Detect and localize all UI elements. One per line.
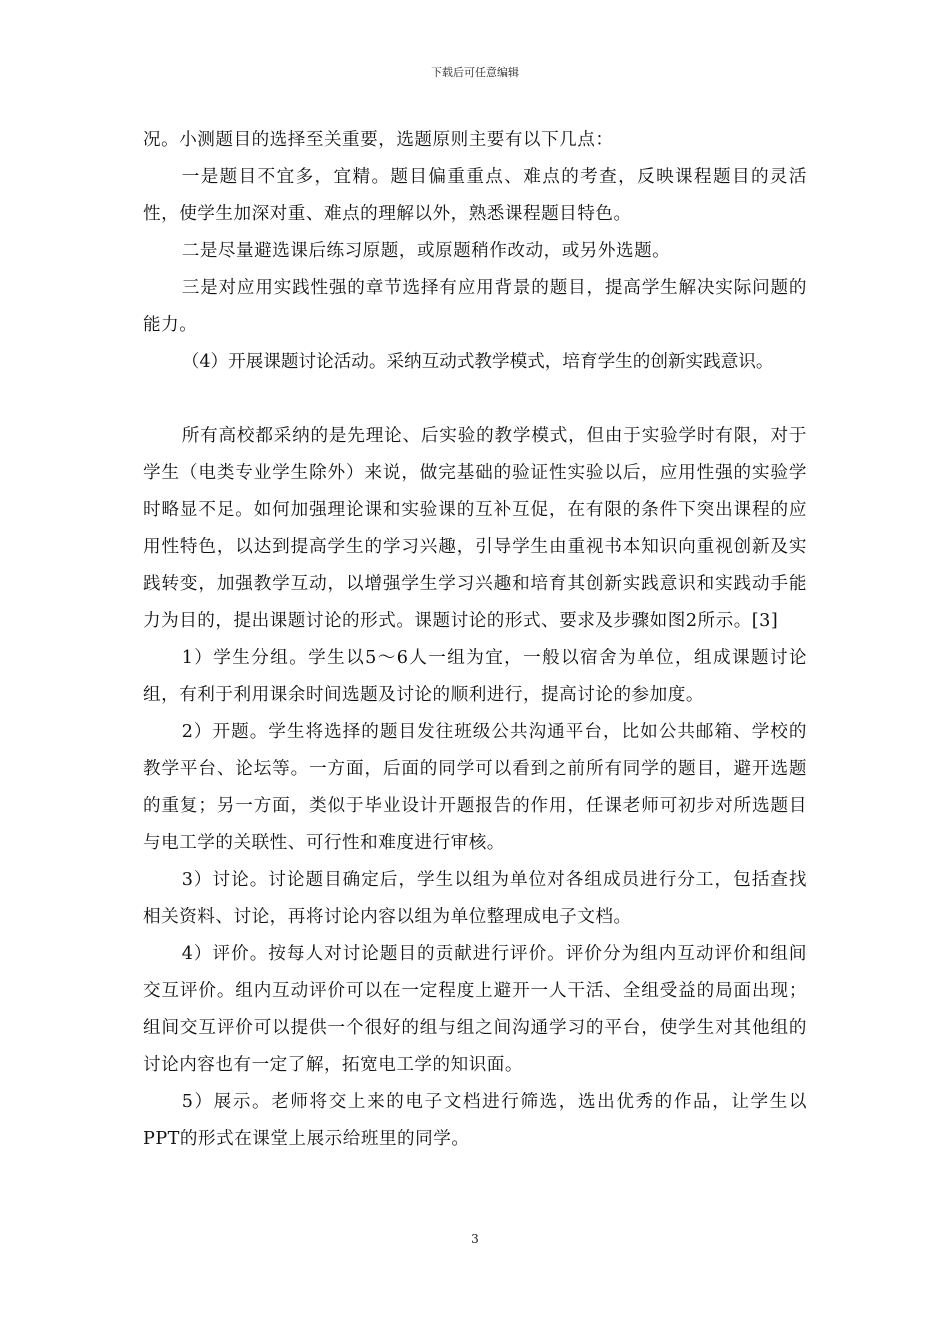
paragraph-intro: 所有高校都采纳的是先理论、后实验的教学模式，但由于实验学时有限，对于学生（电类专业学生除外）来说，做完基础的验证性实验以后，应用性强的实验学时略显不足。如何加强理论课和实验课的互补互促，在有限的条件下突出课程的应用性特色，以达到提高学生的学习兴趣，引导学生由重视书本知识向重视创新及实践转变，加强教学互动，以增强学生学习兴趣和培育其创新实践意识和实践动手能力为目的，提出课题讨论的形式。课题讨论的形式、要求及步骤如图2所示。[3] (143, 426, 807, 631)
paragraph-spacer (143, 381, 807, 418)
paragraph-section-heading: （4）开展课题讨论活动。采纳互动式教学模式，培育学生的创新实践意识。 (181, 352, 774, 372)
paragraph-principle-2: 二是尽量避选课后练习原题，或原题稍作改动，或另外选题。 (181, 241, 671, 261)
document-body (143, 122, 807, 1158)
page-header: 下载后可任意编辑 (431, 66, 519, 79)
paragraph-step-1: 1）学生分组。学生以5～6人一组为宜，一般以宿舍为单位，组成课题讨论组，有利于利用课余时间选题及讨论的顺利进行，提高讨论的参加度。 (143, 648, 807, 705)
paragraph-step-2: 2）开题。学生将选择的题目发往班级公共沟通平台，比如公共邮箱、学校的教学平台、论坛等。一方面，后面的同学可以看到之前所有同学的题目，避开选题的重复；另一方面，类似于毕业设计开题报告的作用，任课老师可初步对所选题目与电工学的关联性、可行性和难度进行审核。 (143, 722, 807, 853)
paragraph-step-3: 3）讨论。讨论题目确定后，学生以组为单位对各组成员进行分工，包括查找相关资料、讨论，再将讨论内容以组为单位整理成电子文档。 (143, 870, 807, 927)
paragraph-step-5: 5）展示。老师将交上来的电子文档进行筛选，选出优秀的作品，让学生以PPT的形式在课堂上展示给班里的同学。 (143, 1092, 807, 1149)
paragraph-continuation: 况。小测题目的选择至关重要，选题原则主要有以下几点： (143, 130, 614, 150)
paragraph-principle-1: 一是题目不宜多，宜精。题目偏重重点、难点的考查，反映课程题目的灵活性，使学生加深对重、难点的理解以外，熟悉课程题目特色。 (143, 167, 807, 224)
paragraph-principle-3: 三是对应用实践性强的章节选择有应用背景的题目，提高学生解决实际问题的能力。 (143, 278, 807, 335)
paragraph-step-4: 4）评价。按每人对讨论题目的贡献进行评价。评价分为组内互动评价和组间交互评价。组内互动评价可以在一定程度上避开一人干活、全组受益的局面出现；组间交互评价可以提供一个很好的组与组之间沟通学习的平台，使学生对其他组的讨论内容也有一定了解，拓宽电工学的知识面。 (143, 944, 807, 1075)
page-number: 3 (471, 1232, 479, 1246)
